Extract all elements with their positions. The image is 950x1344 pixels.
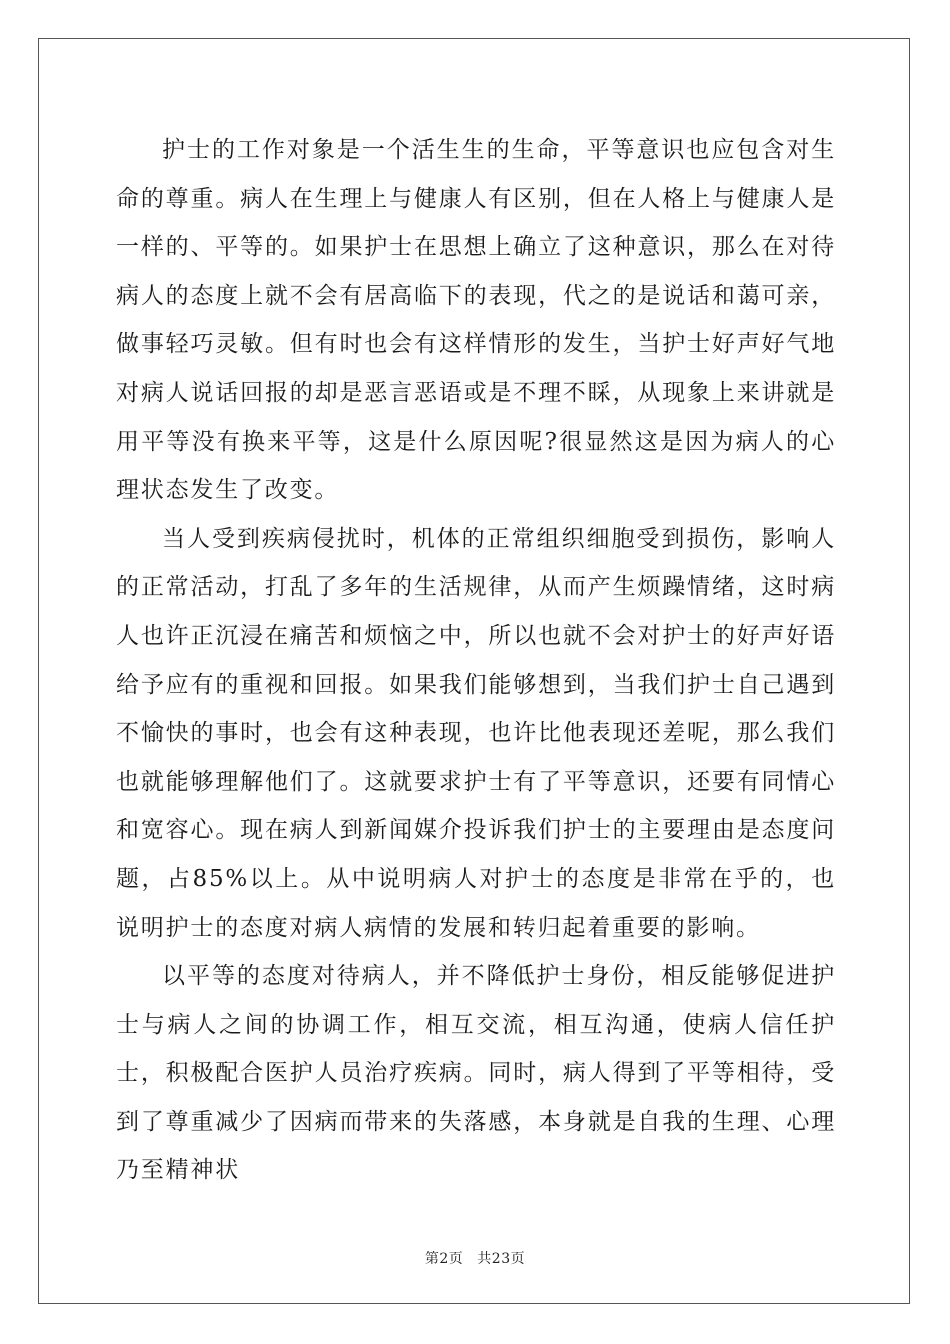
total-pages-label: 共23页: [477, 1251, 526, 1267]
document-body: [116, 126, 836, 1195]
page-footer: [0, 1248, 950, 1268]
paragraph-3: 以平等的态度对待病人，并不降低护士身份，相反能够促进护士与病人之间的协调工作，相互交流，相互沟通，使病人信任护士，积极配合医护人员治疗疾病。同时，病人得到了平等相待，受到了尊重减少了因病而带来的失落感，本身就是自我的生理、心理乃至精神状: [116, 963, 836, 1184]
paragraph-2: 当人受到疾病侵扰时，机体的正常组织细胞受到损伤，影响人的正常活动，打乱了多年的生活规律，从而产生烦躁情绪，这时病人也许正沉浸在痛苦和烦恼之中，所以也就不会对护士的好声好语给予应有的重视和回报。如果我们能够想到，当我们护士自己遇到不愉快的事时，也会有这种表现，也许比他表现还差呢，那么我们也就能够理解他们了。这就要求护士有了平等意识，还要有同情心和宽容心。现在病人到新闻媒介投诉我们护士的主要理由是态度问题，占85%以上。从中说明病人对护士的态度是非常在乎的，也说明护士的态度对病人病情的发展和转归起着重要的影响。: [116, 525, 836, 941]
current-page-label: 第2页: [424, 1251, 464, 1267]
paragraph-1: 护士的工作对象是一个活生生的生命，平等意识也应包含对生命的尊重。病人在生理上与健康人有区别，但在人格上与健康人是一样的、平等的。如果护士在思想上确立了这种意识，那么在对待病人的态度上就不会有居高临下的表现，代之的是说话和蔼可亲，做事轻巧灵敏。但有时也会有这样情形的发生，当护士好声好气地对病人说话回报的却是恶言恶语或是不理不睬，从现象上来讲就是用平等没有换来平等，这是什么原因呢?很显然这是因为病人的心理状态发生了改变。: [116, 137, 836, 504]
